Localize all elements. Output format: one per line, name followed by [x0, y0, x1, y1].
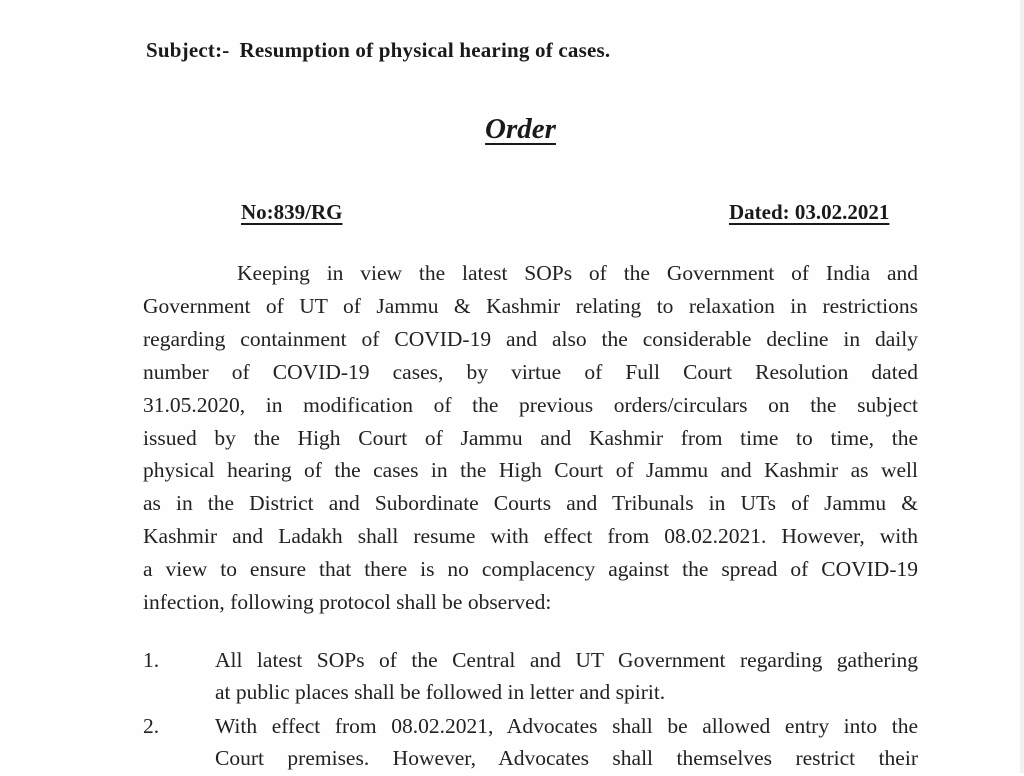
list-item-line: Court premises. However, Advocates shall themselves restrict their [215, 746, 918, 770]
paragraph-line: issued by the High Court of Jammu and Kashmir from time to time, the [143, 425, 918, 450]
paragraph-line: Government of UT of Jammu & Kashmir relating to relaxation in restrictions [143, 293, 918, 318]
paragraph-line: 31.05.2020, in modification of the previous orders/circulars on the subject [143, 392, 918, 417]
page-edge-shadow [1020, 0, 1024, 773]
order-body-paragraph [143, 257, 918, 619]
paragraph-line: a view to ensure that there is no complacency against the spread of COVID-19 [143, 557, 918, 582]
paragraph-line: number of COVID-19 cases, by virtue of Full Court Resolution dated [143, 359, 918, 384]
list-item-line: With effect from 08.02.2021, Advocates shall be allowed entry into the [215, 714, 918, 738]
list-item-line: All latest SOPs of the Central and UT Government regarding gathering [215, 648, 918, 672]
paragraph-line: regarding containment of COVID-19 and also the considerable decline in daily [143, 326, 918, 351]
subject-label: Subject:- [146, 38, 230, 62]
order-date: Dated: 03.02.2021 [729, 200, 890, 224]
order-number: No:839/RG [241, 200, 343, 224]
order-title-text: Order [485, 113, 556, 145]
protocol-list [143, 644, 918, 776]
subject-line [146, 38, 610, 63]
paragraph-line: physical hearing of the cases in the High Court of Jammu and Kashmir as well [143, 458, 918, 483]
order-heading [0, 113, 1024, 146]
paragraph-line: as in the District and Subordinate Courts and Tribunals in UTs of Jammu & [143, 491, 918, 516]
protocol-item-2 [143, 710, 918, 774]
list-item-line: at public places shall be followed in letter and spirit. [215, 680, 666, 704]
paragraph-line: infection, following protocol shall be observed: [143, 590, 552, 615]
paragraph-line: Keeping in view the latest SOPs of the Government of India and [237, 261, 918, 285]
subject-text: Resumption of physical hearing of cases. [239, 38, 611, 62]
protocol-item-1 [143, 644, 918, 708]
paragraph-line: Kashmir and Ladakh shall resume with effect from 08.02.2021. However, with [143, 524, 918, 549]
list-number: 2. [143, 714, 160, 738]
list-number: 1. [143, 648, 160, 672]
